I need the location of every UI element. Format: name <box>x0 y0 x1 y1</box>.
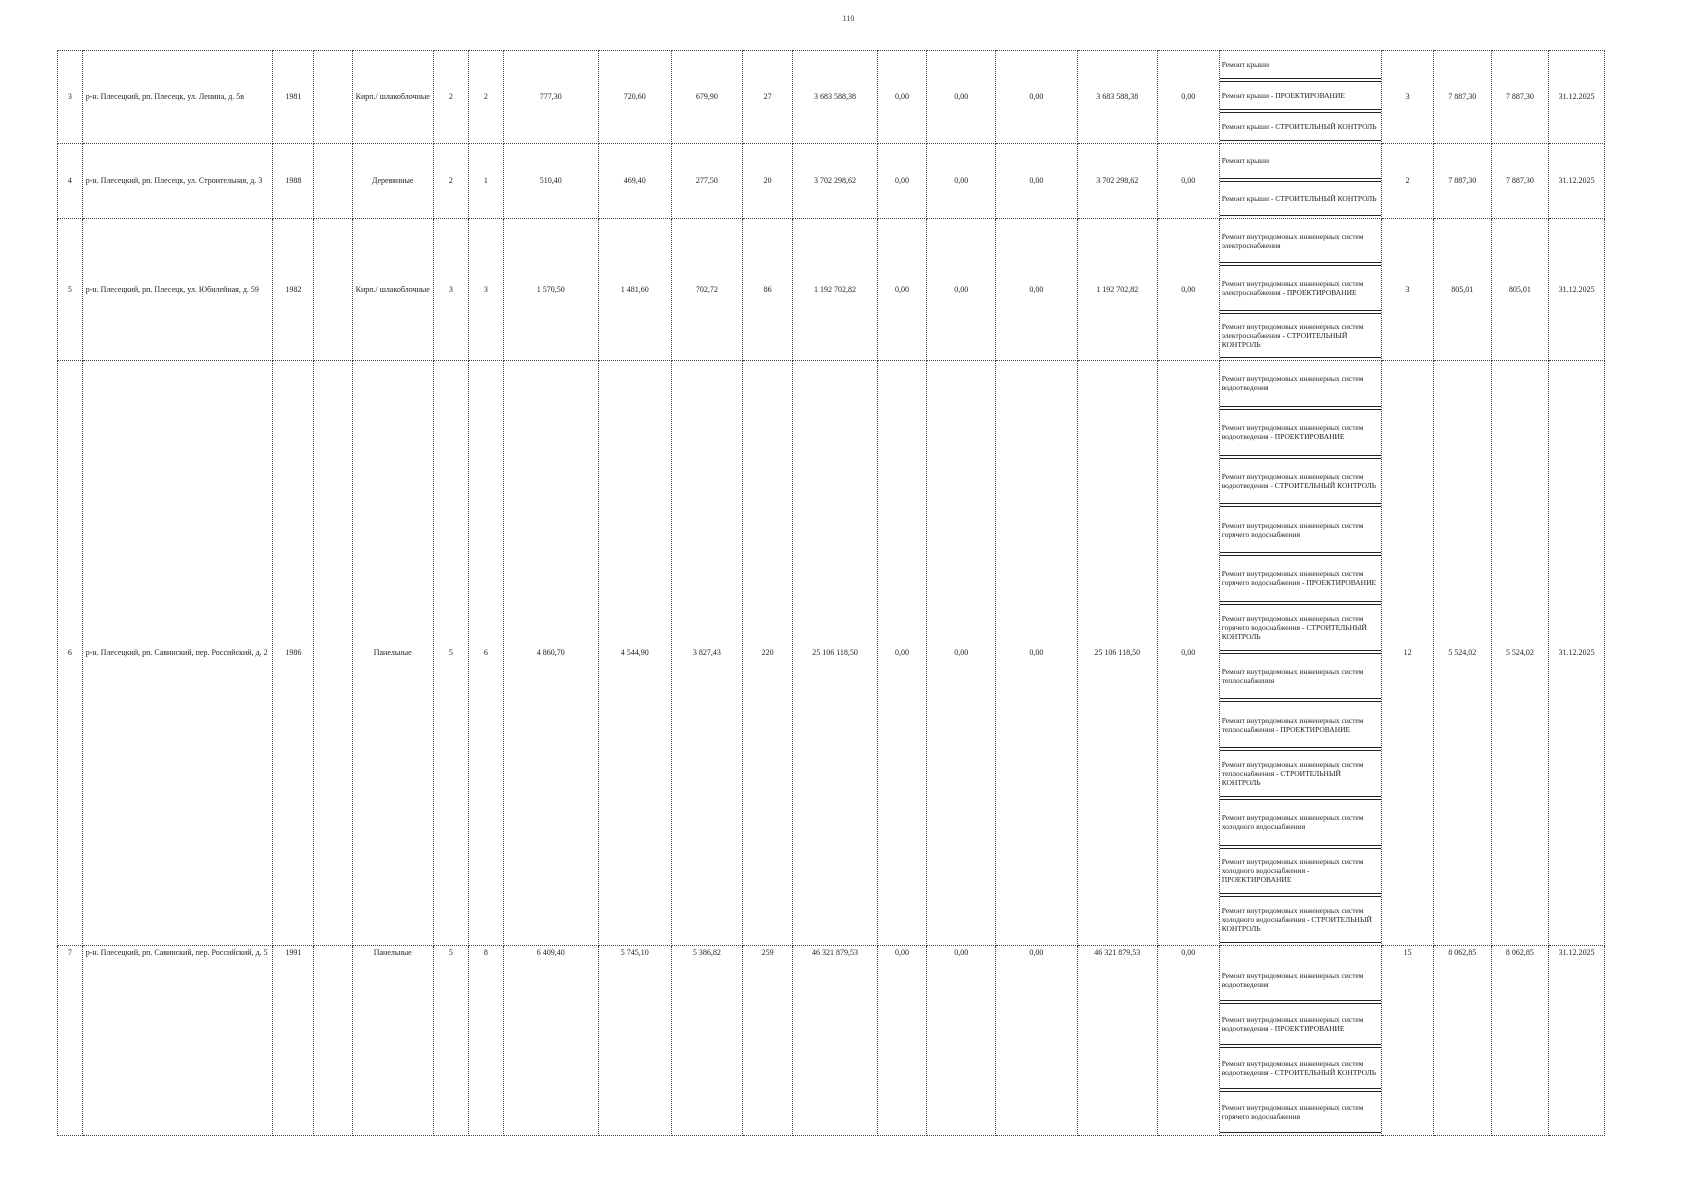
walls-material-cell: Кирп./ шлакоблочные <box>352 219 433 361</box>
commissioning-cell <box>314 946 352 1136</box>
total-area-cell: 777,30 <box>503 51 598 144</box>
max-unit-cost-cell: 7 887,30 <box>1491 144 1549 219</box>
commissioning-cell <box>314 51 352 144</box>
row-number: 7 <box>58 946 83 1136</box>
work-item: Ремонт внутридомовых инженерных систем горячего водоснабжения <box>1220 506 1382 553</box>
cost-total-cell: 46 321 879,53 <box>793 946 877 1136</box>
fund-other-cell: 0,00 <box>1157 51 1219 144</box>
work-item: Ремонт внутридомовых инженерных систем теплоснабжения <box>1220 653 1382 700</box>
total-area-cell: 6 409,40 <box>503 946 598 1136</box>
work-item: Ремонт крыши - СТРОИТЕЛЬНЫЙ КОНТРОЛЬ <box>1220 112 1382 141</box>
total-area-cell: 510,40 <box>503 144 598 219</box>
works-list-cell <box>1219 361 1382 946</box>
unit-cost-cell: 8 062,85 <box>1433 946 1491 1136</box>
residents-count-cell: 259 <box>742 946 792 1136</box>
fund-regional-cell: 0,00 <box>927 219 996 361</box>
rooms-area-cell: 720,60 <box>598 51 671 144</box>
work-item: Ремонт крыши <box>1220 51 1382 79</box>
max-unit-cost-cell: 7 887,30 <box>1491 51 1549 144</box>
fund-owners-cell: 25 106 118,50 <box>1077 361 1157 946</box>
works-list-cell <box>1219 51 1382 144</box>
works-count-cell: 15 <box>1382 946 1433 1136</box>
work-item: Ремонт внутридомовых инженерных систем электроснабжения - СТРОИТЕЛЬНЫЙ КОНТРОЛЬ <box>1220 313 1382 358</box>
total-area-cell: 4 860,70 <box>503 361 598 946</box>
row-number: 3 <box>58 51 83 144</box>
fund-owners-cell: 3 683 588,38 <box>1077 51 1157 144</box>
residents-area-cell: 702,72 <box>671 219 742 361</box>
fund-owners-cell: 46 321 879,53 <box>1077 946 1157 1136</box>
row-number: 4 <box>58 144 83 219</box>
rooms-area-cell: 4 544,90 <box>598 361 671 946</box>
table-row <box>58 51 1605 144</box>
work-item: Ремонт внутридомовых инженерных систем водоотведения - ПРОЕКТИРОВАНИЕ <box>1220 409 1382 456</box>
max-unit-cost-cell: 805,01 <box>1491 219 1549 361</box>
unit-cost-cell: 7 887,30 <box>1433 144 1491 219</box>
deadline-cell: 31.12.2025 <box>1549 144 1605 219</box>
year-cell: 1982 <box>273 219 314 361</box>
rooms-area-cell: 469,40 <box>598 144 671 219</box>
cost-total-cell: 1 192 702,82 <box>793 219 877 361</box>
table-row <box>58 144 1605 219</box>
works-count-cell: 2 <box>1382 144 1433 219</box>
fund-local-cell: 0,00 <box>996 219 1077 361</box>
unit-cost-cell: 805,01 <box>1433 219 1491 361</box>
fund-federal-cell: 0,00 <box>877 144 926 219</box>
fund-other-cell: 0,00 <box>1157 219 1219 361</box>
works-count-cell: 12 <box>1382 361 1433 946</box>
entrances-cell: 8 <box>468 946 503 1136</box>
fund-local-cell: 0,00 <box>996 51 1077 144</box>
fund-local-cell: 0,00 <box>996 361 1077 946</box>
work-item: Ремонт крыши - ПРОЕКТИРОВАНИЕ <box>1220 81 1382 110</box>
work-item: Ремонт внутридомовых инженерных систем горячего водоснабжения - СТРОИТЕЛЬНЫЙ КОНТРОЛЬ <box>1220 604 1382 651</box>
work-item: Ремонт внутридомовых инженерных систем холодного водоснабжения - ПРОЕКТИРОВАНИЕ <box>1220 848 1382 895</box>
works-count-cell: 3 <box>1382 219 1433 361</box>
table-row <box>58 219 1605 361</box>
walls-material-cell: Панельные <box>352 946 433 1136</box>
year-cell: 1991 <box>273 946 314 1136</box>
fund-federal-cell: 0,00 <box>877 219 926 361</box>
work-item: Ремонт внутридомовых инженерных систем водоотведения - СТРОИТЕЛЬНЫЙ КОНТРОЛЬ <box>1220 458 1382 505</box>
deadline-cell: 31.12.2025 <box>1549 51 1605 144</box>
fund-other-cell: 0,00 <box>1157 144 1219 219</box>
cost-total-cell: 3 702 298,62 <box>793 144 877 219</box>
walls-material-cell: Кирп./ шлакоблочные <box>352 51 433 144</box>
fund-federal-cell: 0,00 <box>877 946 926 1136</box>
entrances-cell: 3 <box>468 219 503 361</box>
work-item: Ремонт внутридомовых инженерных систем водоотведения - СТРОИТЕЛЬНЫЙ КОНТРОЛЬ <box>1220 1047 1382 1089</box>
entrances-cell: 2 <box>468 51 503 144</box>
floors-cell: 5 <box>433 361 468 946</box>
unit-cost-cell: 5 524,02 <box>1433 361 1491 946</box>
max-unit-cost-cell: 8 062,85 <box>1491 946 1549 1136</box>
work-item: Ремонт внутридомовых инженерных систем водоотведения <box>1220 361 1382 407</box>
residents-count-cell: 86 <box>742 219 792 361</box>
year-cell: 1988 <box>273 144 314 219</box>
max-unit-cost-cell: 5 524,02 <box>1491 361 1549 946</box>
total-area-cell: 1 570,50 <box>503 219 598 361</box>
fund-local-cell: 0,00 <box>996 144 1077 219</box>
unit-cost-cell: 7 887,30 <box>1433 51 1491 144</box>
commissioning-cell <box>314 361 352 946</box>
residents-count-cell: 20 <box>742 144 792 219</box>
work-item: Ремонт внутридомовых инженерных систем горячего водоснабжения - ПРОЕКТИРОВАНИЕ <box>1220 555 1382 602</box>
work-item: Ремонт внутридомовых инженерных систем электроснабжения - ПРОЕКТИРОВАНИЕ <box>1220 265 1382 310</box>
commissioning-cell <box>314 219 352 361</box>
floors-cell: 2 <box>433 51 468 144</box>
table-row <box>58 946 1605 1136</box>
residents-area-cell: 277,50 <box>671 144 742 219</box>
fund-regional-cell: 0,00 <box>927 361 996 946</box>
cost-total-cell: 3 683 588,38 <box>793 51 877 144</box>
deadline-cell: 31.12.2025 <box>1549 219 1605 361</box>
row-number: 5 <box>58 219 83 361</box>
work-item: Ремонт внутридомовых инженерных систем водоотведения <box>1220 960 1382 1001</box>
floors-cell: 3 <box>433 219 468 361</box>
residents-area-cell: 679,90 <box>671 51 742 144</box>
rooms-area-cell: 1 481,60 <box>598 219 671 361</box>
rooms-area-cell: 5 745,10 <box>598 946 671 1136</box>
work-item: Ремонт внутридомовых инженерных систем горячего водоснабжения <box>1220 1091 1382 1133</box>
address-cell: р-н. Плесецкий, рп. Савинский, пер. Российский, д. 5 <box>82 946 273 1136</box>
address-cell: р-н. Плесецкий, рп. Плесецк, ул. Ленина, д. 5в <box>82 51 273 144</box>
work-item: Ремонт внутридомовых инженерных систем водоотведения - ПРОЕКТИРОВАНИЕ <box>1220 1003 1382 1045</box>
entrances-cell: 1 <box>468 144 503 219</box>
walls-material-cell: Деревянные <box>352 144 433 219</box>
work-item: Ремонт крыши - СТРОИТЕЛЬНЫЙ КОНТРОЛЬ <box>1220 181 1382 217</box>
year-cell: 1981 <box>273 51 314 144</box>
work-item: Ремонт внутридомовых инженерных систем теплоснабжения - ПРОЕКТИРОВАНИЕ <box>1220 701 1382 748</box>
year-cell: 1986 <box>273 361 314 946</box>
residents-count-cell: 27 <box>742 51 792 144</box>
walls-material-cell: Панельные <box>352 361 433 946</box>
fund-regional-cell: 0,00 <box>927 144 996 219</box>
fund-regional-cell: 0,00 <box>927 946 996 1136</box>
work-item: Ремонт внутридомовых инженерных систем холодного водоснабжения - СТРОИТЕЛЬНЫЙ КОНТРОЛЬ <box>1220 896 1382 943</box>
residents-count-cell: 220 <box>742 361 792 946</box>
floors-cell: 2 <box>433 144 468 219</box>
row-number: 6 <box>58 361 83 946</box>
fund-federal-cell: 0,00 <box>877 51 926 144</box>
work-item: Ремонт внутридомовых инженерных систем теплоснабжения - СТРОИТЕЛЬНЫЙ КОНТРОЛЬ <box>1220 750 1382 797</box>
residents-area-cell: 5 386,82 <box>671 946 742 1136</box>
fund-federal-cell: 0,00 <box>877 361 926 946</box>
capital-repair-register-table <box>57 50 1605 1136</box>
cost-total-cell: 25 106 118,50 <box>793 361 877 946</box>
deadline-cell: 31.12.2025 <box>1549 361 1605 946</box>
residents-area-cell: 3 827,43 <box>671 361 742 946</box>
address-cell: р-н. Плесецкий, рп. Плесецк, ул. Строительная, д. 3 <box>82 144 273 219</box>
commissioning-cell <box>314 144 352 219</box>
works-list-cell <box>1219 219 1382 361</box>
fund-other-cell: 0,00 <box>1157 946 1219 1136</box>
works-count-cell: 3 <box>1382 51 1433 144</box>
address-cell: р-н. Плесецкий, рп. Савинский, пер. Российский, д. 2 <box>82 361 273 946</box>
work-item: Ремонт внутридомовых инженерных систем холодного водоснабжения <box>1220 799 1382 846</box>
deadline-cell: 31.12.2025 <box>1549 946 1605 1136</box>
work-item: Ремонт крыши <box>1220 144 1382 179</box>
fund-regional-cell: 0,00 <box>927 51 996 144</box>
fund-owners-cell: 3 702 298,62 <box>1077 144 1157 219</box>
works-list-cell <box>1219 946 1382 1136</box>
fund-owners-cell: 1 192 702,82 <box>1077 219 1157 361</box>
work-item: Ремонт внутридомовых инженерных систем электроснабжения <box>1220 219 1382 263</box>
table-row <box>58 361 1605 946</box>
works-list-cell <box>1219 144 1382 219</box>
fund-local-cell: 0,00 <box>996 946 1077 1136</box>
page-number: 110 <box>842 14 855 23</box>
entrances-cell: 6 <box>468 361 503 946</box>
floors-cell: 5 <box>433 946 468 1136</box>
address-cell: р-н. Плесецкий, рп. Плесецк, ул. Юбилейная, д. 59 <box>82 219 273 361</box>
fund-other-cell: 0,00 <box>1157 361 1219 946</box>
